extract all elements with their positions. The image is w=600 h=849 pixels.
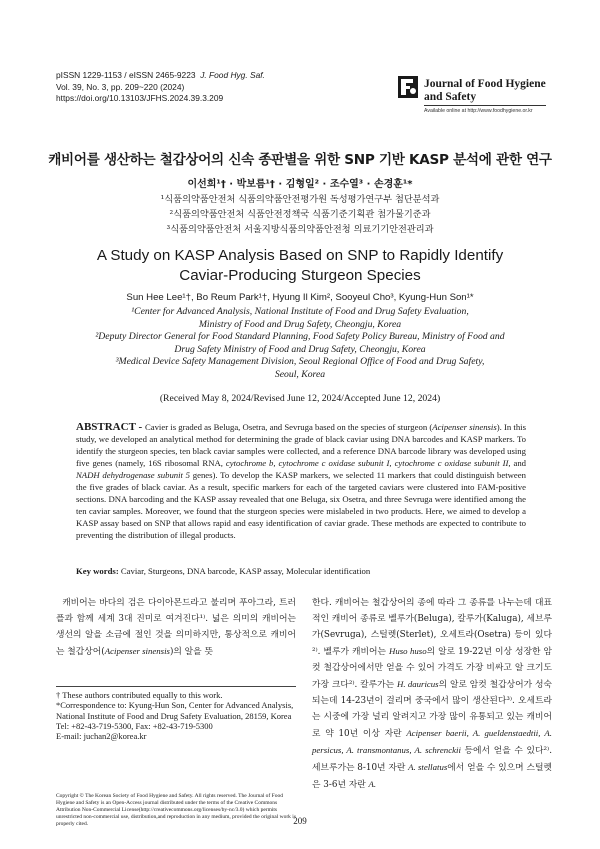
email[interactable]: E-mail: juchan2@korea.kr <box>56 731 147 742</box>
korean-affiliation-1: ¹식품의약품안전처 식품의약품안전평가원 독성평가연구부 첨단분석과 <box>160 194 440 205</box>
doi-link[interactable]: https://doi.org/10.13103/JFHS.2024.39.3.209 <box>56 93 224 103</box>
korean-authors: 이선희¹† · 박보름¹† · 김형일² · 조수열³ · 손경훈¹* <box>187 179 413 190</box>
english-authors: Sun Hee Lee¹†, Bo Reum Park¹†, Hyung Il Kim², Sooyeul Cho³, Kyung-Hun Son¹* <box>126 292 474 303</box>
journal-logo-icon <box>398 76 418 98</box>
english-title: A Study on KASP Analysis Based on SNP to Rapidly Identify Caviar-Producing Sturgeon Species <box>96 247 504 284</box>
body-right-column: 한다. 캐비어는 철갑상어의 종에 따라 그 종류를 나누는데 대표적인 캐비어 종류로 벨루가(Beluga), 칼루가(Kaluga), 세브루가(Sevruga), 스털렛(Sterlet), 오세트라(Osetra) 등이 있다²⁾. 벨루가 캐비어는 Huso huso의 알로 19-22년 이상 성장한 암컷 철갑상어에서만 얻을 수 있어 가격도 가장 비싸고 알 크기도 가장 크다²⁾. 칼루가는 H. dauricus의 알로 암컷 철갑상어가 성숙되는데 14-23년이 걸리며 중국에서 많이 생산된다³⁾. 오세트라는 시중에 가장 널리 알려지고 가장 많이 유통되고 있는 캐비어로 약 10년 이상 자란 Acipenser baerii, A. gueldenstaedtii, A. persicus, A. transmontanus, A. schrenckii 등에서 얻을 수 있다²⁾. 세브루가는 8-10년 자란 A. stellatus에서 얻을 수 있으며 스털렛은 3-6년 자란 A. <box>312 598 552 790</box>
correspondence-note: *Correspondence to: Kyung-Hun Son, Center for Advanced Analysis, National Institute of Food and Drug Safety Evaluation, 28159, Korea <box>56 700 294 721</box>
korean-title: 캐비어를 생산하는 철갑상어의 신속 종판별을 위한 SNP 기반 KASP 분석에 관한 연구 <box>48 152 552 168</box>
keywords-label: Key words: <box>76 566 119 576</box>
korean-affiliation-2: ²식품의약품안전처 식품안전정책국 식품기준기획관 첨가물기준과 <box>169 209 431 220</box>
received-dates: (Received May 8, 2024/Revised June 12, 2024/Accepted June 12, 2024) <box>159 393 441 404</box>
issn: pISSN 1229-1153 / eISSN 2465-9223 <box>56 70 196 80</box>
abstract-label: ABSTRACT - <box>76 421 145 433</box>
keywords: Key words: Caviar, Sturgeons, DNA barcode, KASP assay, Molecular identification <box>76 566 371 576</box>
english-affiliations: ¹Center for Advanced Analysis, National Institute of Food and Drug Safety Evaluation, Ministry of Food and Drug Safety, Cheongju, Korea ²Deputy Director General for Food Standard Planning, Food Safety Policy Bureau, Ministry of Food and Drug Safety Ministry of Food and Drug Safety, Cheongju, Korea ³Medical Device Safety Management Division, Seoul Regional Office of Food and Drug Safety, Seoul, Korea <box>95 306 505 380</box>
footnotes <box>56 690 296 741</box>
korean-affiliation-3: ³식품의약품안전처 서울지방식품의약품안전청 의료기기안전관리과 <box>166 224 434 235</box>
footnote-divider <box>56 686 296 687</box>
journal-name: Journal of Food Hygiene and Safety <box>424 78 546 103</box>
body-left-column: 캐비어는 바다의 검은 다이아몬드라고 불리며 푸아그라, 트러플과 함께 세계 3대 진미로 여겨진다¹⁾. 넓은 의미의 캐비어는 생선의 알을 소금에 절인 것을 의미하지만, 통상적으로 캐비어는 철갑상어(Acipenser sinensis)의 알을 뜻 <box>56 598 296 657</box>
copyright-notice: Copyright © The Korean Society of Food Hygiene and Safety. All rights reserved. The Journal of Food Hygiene and Safety is an Open-Access journal distributed under the terms of the Creative Commons Attribution Non-Commercial License(http://creativecommons.org/licenses/by-nc/3.0) which permits unrestricted non-commercial use, distribution,and reproduction in any medium, provided the original work is properly cited. <box>56 793 296 827</box>
abstract: ABSTRACT - Cavier is graded as Beluga, Osetra, and Sevruga based on the species of sturgeon (Acipenser sinensis). In this study, we developed an analytical method for determining the grade of black caviar using DNA barcodes and KASP markers. To identify the sturgeon species, ten black caviar samples were collected, and a reference DNA barcode library was developed using five genes (namely, 16S ribosomal RNA, cytochrome b, cytochrome c oxidase subunit I, cytochrome c oxidase subunit II, and NADH dehydrogenase subunit 5 genes). To develop the KASP markers, we selected 11 markers that could distinguish between the five grades of black caviar. As a result, specific markers for each of the targeted caviars were clustered into FAM-positive sections. DNA barcoding and the KASP assay revealed that one Beluga, six Osetra, and three Sevruga were identified among the ten caviar samples. Moreover, we found that the sturgeon species were mislabeled in two products. Here, we aimed to develop a KASP assay based on SNP that allows rapid and easy identification of caviar grade. These methods are expected to contribute to preventing the distribution of illegal products. <box>76 421 527 540</box>
article-meta <box>56 70 265 105</box>
volume-line: Vol. 39, No. 3, pp. 209~220 (2024) <box>56 81 185 92</box>
tel-fax: Tel: +82-43-719-5300, Fax: +82-43-719-5300 <box>56 720 213 731</box>
equal-contribution-note: † These authors contributed equally to this work. <box>56 690 223 700</box>
page-number: 209 <box>293 816 307 826</box>
available-online[interactable]: Available online at http://www.foodhygiene.or.kr <box>424 108 533 114</box>
journal-abbrev: J. Food Hyg. Saf. <box>200 70 265 80</box>
journal-divider <box>424 105 546 106</box>
